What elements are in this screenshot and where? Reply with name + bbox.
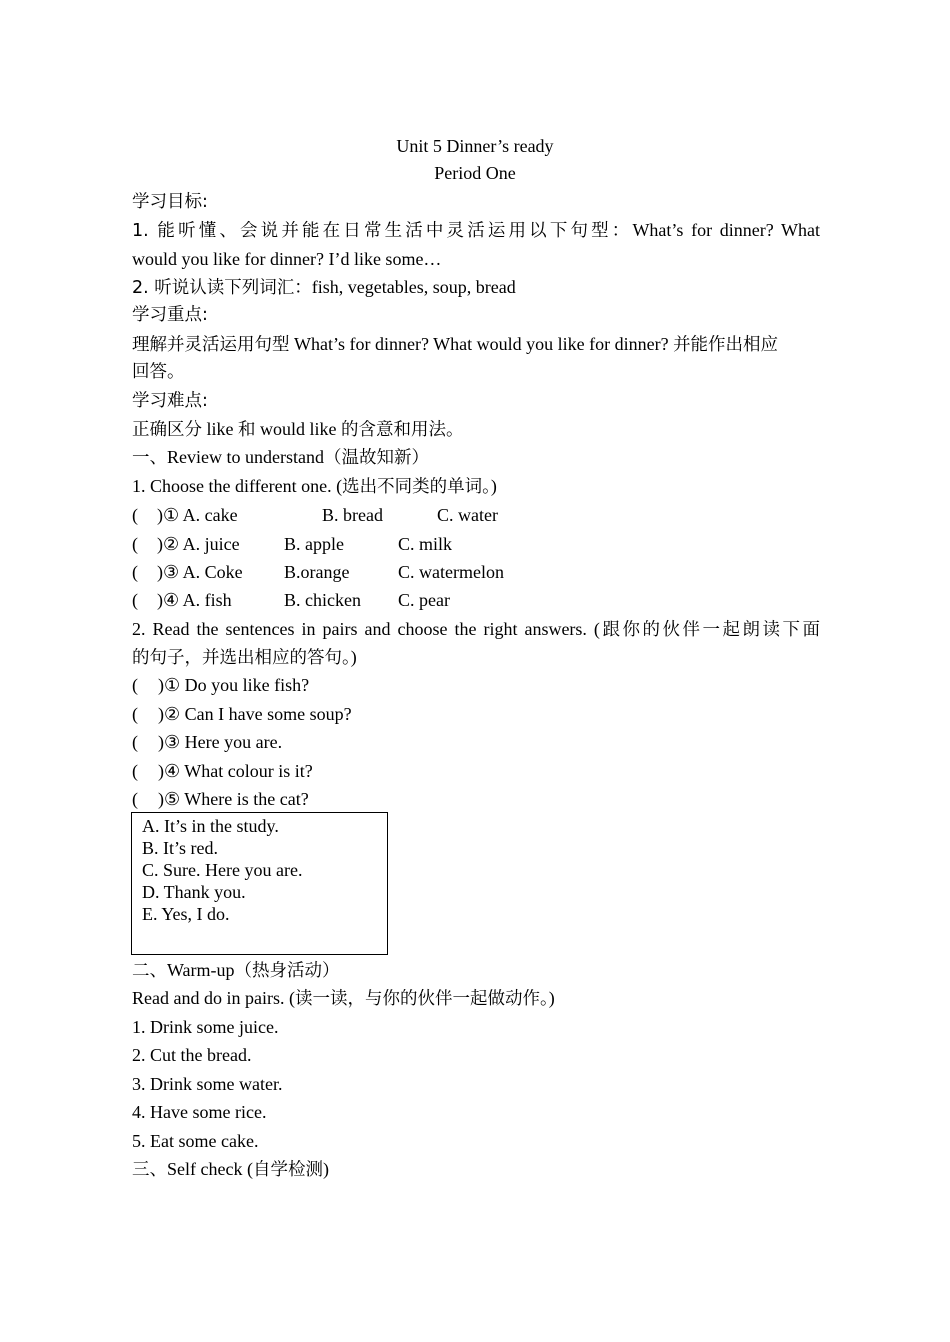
objective-2-en: fish, vegetables, soup, bread bbox=[311, 277, 516, 297]
difficulties-cn-c: 的含意和用法。 bbox=[341, 420, 464, 440]
answer-paren[interactable]: ( bbox=[132, 562, 138, 582]
answer-paren[interactable]: ( bbox=[132, 704, 138, 724]
section-2-number: 二、 bbox=[132, 961, 167, 981]
task-2-en: 2. Read the sentences in pairs and choose the right answers. ( bbox=[132, 619, 600, 639]
answer-option: B. It’s red. bbox=[142, 838, 218, 858]
key-points-line-2: 回答。 bbox=[132, 362, 185, 382]
answer-paren[interactable]: ( bbox=[132, 505, 138, 525]
answer-box bbox=[131, 812, 388, 955]
difficulties-en-a: like bbox=[202, 419, 238, 439]
section-1-title: Review to understand bbox=[167, 447, 324, 467]
objective-1-en: What’s for dinner? What bbox=[632, 220, 820, 240]
task-1-end: ) bbox=[490, 476, 497, 496]
objective-2-cn: 2. 听说认读下列词汇： bbox=[132, 278, 312, 298]
question-3 bbox=[132, 731, 282, 753]
difficulties-cn-b: 和 bbox=[238, 420, 256, 440]
answer-paren[interactable]: ( bbox=[132, 534, 138, 554]
key-points-line-1 bbox=[132, 333, 778, 356]
section-3-heading bbox=[132, 1158, 329, 1181]
key-points-cn-b: 并能作出相应 bbox=[673, 335, 779, 355]
section-2-instruction bbox=[132, 987, 555, 1010]
task-2-cn-a: 跟你的伙伴一起朗读下面 bbox=[599, 620, 820, 640]
task-1-instruction bbox=[132, 475, 497, 498]
choice-a: )④ A. fish bbox=[157, 590, 232, 610]
choice-c: C. pear bbox=[398, 590, 450, 610]
difficulties-text bbox=[132, 418, 464, 441]
objective-1-cn: 1. 能听懂、会说并能在日常生活中灵活运用以下句型： bbox=[132, 221, 633, 241]
answer-paren[interactable]: ( bbox=[132, 675, 138, 695]
question-text: )④ What colour is it? bbox=[158, 761, 313, 781]
difficulties-en-b: would like bbox=[255, 419, 341, 439]
task-1-en: 1. Choose the different one. ( bbox=[132, 476, 343, 496]
question-text: )② Can I have some soup? bbox=[158, 704, 352, 724]
warmup-item: 2. Cut the bread. bbox=[132, 1045, 252, 1065]
objective-1-line-1 bbox=[132, 219, 820, 242]
answer-option: C. Sure. Here you are. bbox=[142, 860, 303, 880]
task-1-cn: 选出不同类的单词。 bbox=[342, 477, 491, 497]
answer-paren[interactable]: ( bbox=[132, 590, 138, 610]
question-text: )⑤ Where is the cat? bbox=[158, 789, 309, 809]
answer-option: D. Thank you. bbox=[142, 882, 246, 902]
section-2-instruction-cn: 读一读，与你的伙伴一起做动作。 bbox=[294, 989, 549, 1009]
section-3-title-cn: 自学检测 bbox=[252, 1160, 323, 1180]
section-3-title: Self check ( bbox=[167, 1159, 253, 1179]
difficulties-heading: 学习难点: bbox=[132, 391, 208, 411]
choice-row-3 bbox=[132, 561, 820, 583]
page-subtitle: Period One bbox=[434, 163, 516, 183]
choice-row-1 bbox=[132, 504, 820, 526]
task-2-instruction-line-1 bbox=[132, 618, 820, 641]
objective-1-line-2: would you like for dinner? I’d like some… bbox=[132, 249, 442, 269]
warmup-item: 5. Eat some cake. bbox=[132, 1131, 259, 1151]
choice-a: )③ A. Coke bbox=[157, 562, 243, 582]
section-1-number: 一、 bbox=[132, 448, 167, 468]
answer-paren[interactable]: ( bbox=[132, 789, 138, 809]
section-1-heading bbox=[132, 446, 429, 469]
answer-option: E. Yes, I do. bbox=[142, 904, 230, 924]
warmup-item: 3. Drink some water. bbox=[132, 1074, 283, 1094]
section-1-title-cn: （温故知新） bbox=[323, 448, 429, 468]
section-2-title: Warm-up bbox=[167, 960, 235, 980]
choice-a: )① A. cake bbox=[157, 505, 238, 525]
key-points-heading: 学习重点: bbox=[132, 305, 208, 325]
choice-b: B. apple bbox=[284, 534, 344, 554]
page-title: Unit 5 Dinner’s ready bbox=[396, 136, 554, 156]
question-text: )③ Here you are. bbox=[158, 732, 283, 752]
question-5 bbox=[132, 788, 309, 810]
section-2-instruction-en: Read and do in pairs. ( bbox=[132, 988, 295, 1008]
section-3-number: 三、 bbox=[132, 1160, 167, 1180]
task-2-end: ) bbox=[350, 647, 357, 667]
choice-c: C. water bbox=[437, 505, 498, 525]
question-text: )① Do you like fish? bbox=[158, 675, 310, 695]
answer-option: A. It’s in the study. bbox=[142, 816, 279, 836]
choice-a: )② A. juice bbox=[157, 534, 240, 554]
choice-c: C. milk bbox=[398, 534, 453, 554]
section-2-title-cn: （热身活动） bbox=[234, 961, 340, 981]
answer-paren[interactable]: ( bbox=[132, 761, 138, 781]
choice-b: B. chicken bbox=[284, 590, 361, 610]
answer-paren[interactable]: ( bbox=[132, 732, 138, 752]
task-2-cn-b: 的句子，并选出相应的答句。 bbox=[132, 648, 351, 668]
choice-row-2 bbox=[132, 533, 820, 555]
section-3-title-end: ) bbox=[322, 1159, 329, 1179]
choice-c: C. watermelon bbox=[398, 562, 504, 582]
question-4 bbox=[132, 760, 313, 782]
choice-row-4 bbox=[132, 589, 820, 611]
objective-2 bbox=[132, 276, 516, 299]
key-points-cn-a: 理解并灵活运用句型 bbox=[132, 335, 290, 355]
section-2-instruction-end: ) bbox=[548, 988, 555, 1008]
difficulties-cn-a: 正确区分 bbox=[132, 420, 202, 440]
key-points-en: What’s for dinner? What would you like for dinner? bbox=[289, 334, 674, 354]
warmup-item: 4. Have some rice. bbox=[132, 1102, 267, 1122]
choice-b: B.orange bbox=[284, 562, 350, 582]
objectives-heading: 学习目标: bbox=[132, 192, 208, 212]
question-2 bbox=[132, 703, 352, 725]
question-1 bbox=[132, 674, 309, 696]
choice-b: B. bread bbox=[322, 505, 383, 525]
warmup-item: 1. Drink some juice. bbox=[132, 1017, 279, 1037]
task-2-instruction-line-2 bbox=[132, 646, 357, 669]
section-2-heading bbox=[132, 959, 340, 982]
